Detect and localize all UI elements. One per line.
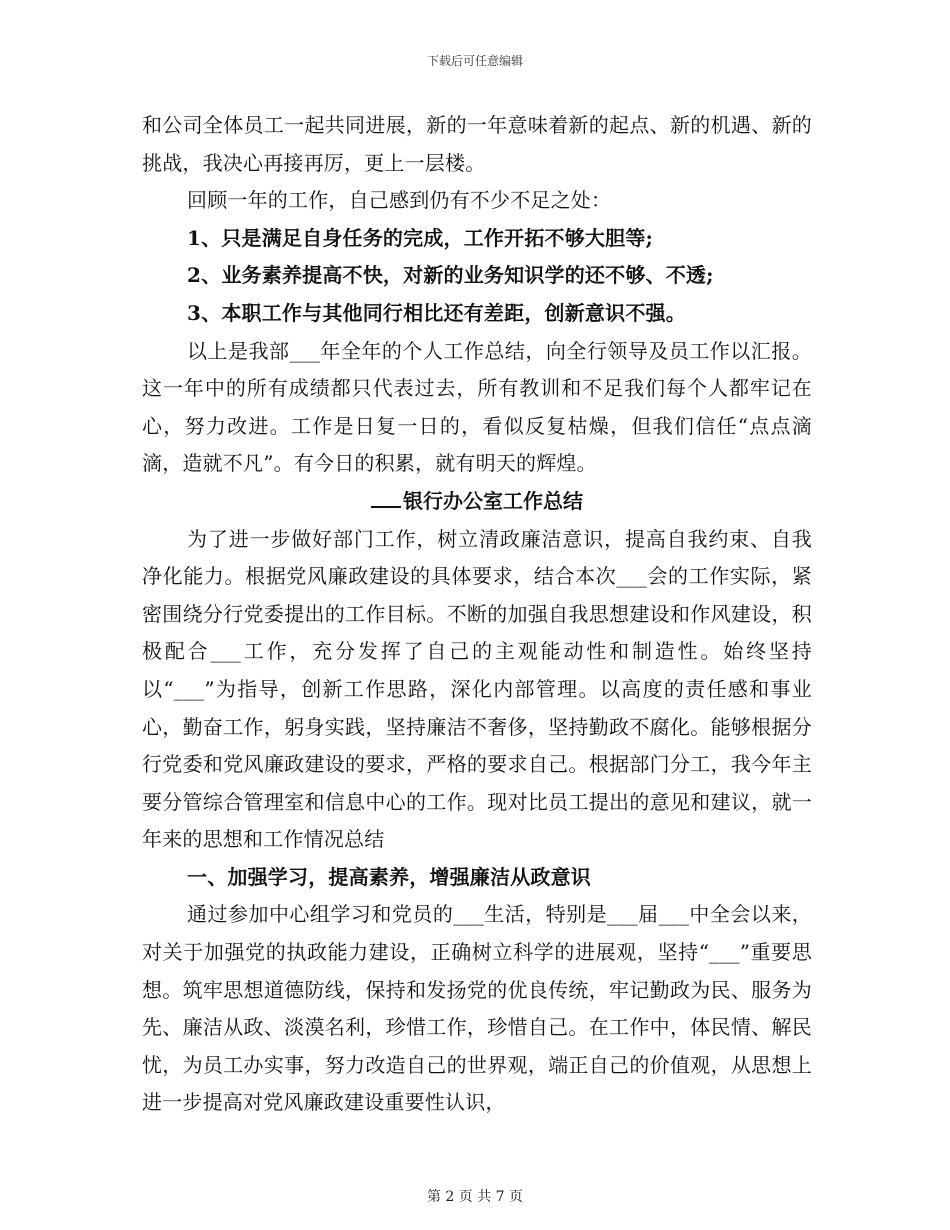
shortcoming-item-3: 3、本职工作与其他同行相比还有差距，创新意识不强。 bbox=[187, 300, 686, 325]
page-header: 下载后可任意编辑 bbox=[426, 54, 523, 68]
paragraph-continuation: 和公司全体员工一起共同进展，新的一年意味着新的起点、新的机遇、新的挑战，我决心再接再厉，更上一层楼。 bbox=[142, 113, 812, 175]
paragraph-review-intro: 回顾一年的工作，自己感到仍有不少不足之处： bbox=[187, 188, 612, 213]
paragraph-summary-closing: 以上是我部___年全年的个人工作总结，向全行领导及员工作以汇报。这一年中的所有成绩都只代表过去，所有教训和不足我们每个人都牢记在心，努力改进。工作是日复一日的，看似反复枯燥，但我们信任“点点滴滴，造就不凡”。有今日的积累，就有明天的辉煌。 bbox=[142, 338, 812, 476]
shortcoming-item-1: 1、只是满足自身任务的完成，工作开拓不够大胆等; bbox=[187, 225, 654, 250]
subsection-heading-1: 一、加强学习，提高素养，增强廉洁从政意识 bbox=[187, 864, 591, 889]
paragraph-office-intro: 为了进一步做好部门工作，树立清政廉洁意识，提高自我约束、自我净化能力。根据党风廉政建设的具体要求，结合本次___会的工作实际，紧密围绕分行党委提出的工作目标。不断的加强自我思想建设和作风建设，积极配合___工作，充分发挥了自己的主观能动性和制造性。始终坚持以“___”为指导，创新工作思路，深化内部管理。以高度的责任感和事业心，勤奋工作，躬身实践，坚持廉洁不奢侈，坚持勤政不腐化。能够根据分行党委和党风廉政建设的要求，严格的要求自己。根据部门分工，我今年主要分管综合管理室和信息中心的工作。现对比员工提出的意见和建议，就一年来的思想和工作情况总结 bbox=[142, 526, 812, 852]
section-title-text: 银行办公室工作总结 bbox=[403, 488, 583, 513]
page-footer: 第 2 页 共 7 页 bbox=[426, 1189, 524, 1205]
section-title bbox=[142, 483, 812, 521]
title-blank-underline bbox=[371, 489, 401, 508]
paragraph-study: 通过参加中心组学习和党员的___生活，特别是___届___中全会以来，对关于加强党的执政能力建设，正确树立科学的进展观，坚持“___”重要思想。筑牢思想道德防线，保持和发扬党的优良传统，牢记勤政为民、服务为先、廉洁从政、淡漠名利，珍惜工作，珍惜自己。在工作中，体民情、解民忧，为员工办实事，努力改造自己的世界观，端正自己的价值观，从思想上进一步提高对党风廉政建设重要性认识， bbox=[142, 902, 812, 1115]
shortcoming-item-2: 2、业务素养提高不快，对新的业务知识学的还不够、不透; bbox=[187, 263, 714, 288]
document-body bbox=[142, 107, 812, 1122]
